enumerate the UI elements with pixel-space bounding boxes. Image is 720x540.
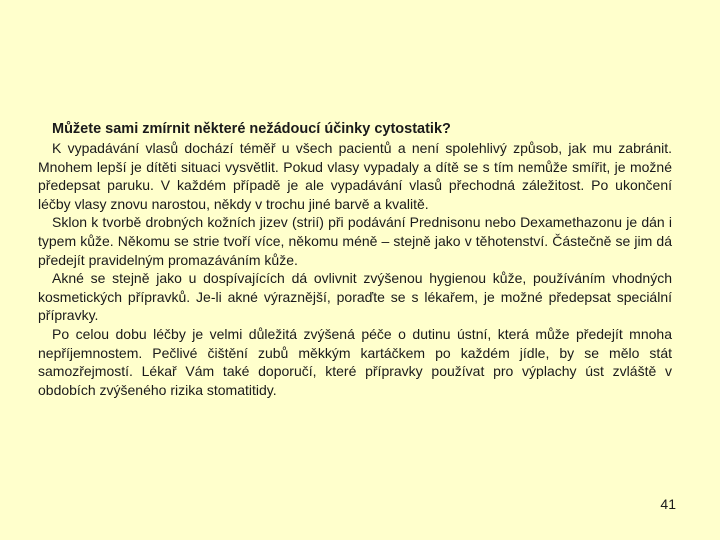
paragraph-striae: Sklon k tvorbě drobných kožních jizev (strií) při podávání Prednisonu nebo Dexamethazonu je dán i typem kůže. Někomu se strie tvoří více, někomu méně – stejně jako v těhotenství. Částečně se jim dá předejít pravidelným promazáváním kůže.: [38, 214, 672, 268]
paragraph-oral-care: Po celou dobu léčby je velmi důležitá zvýšená péče o dutinu ústní, která může předejít mnoha nepříjemnostem. Pečlivé čištění zubů měkkým kartáčkem po každém jídle, by se mělo stát samozřejmostí. Lékař Vám také doporučí, které přípravky používat pro výplachy úst zvláště v obdobích zvýšeného rizika stomatitidy.: [38, 325, 672, 398]
text-body: [38, 120, 672, 399]
section-heading: Můžete sami zmírnit některé nežádoucí účinky cytostatik?: [52, 121, 451, 137]
paragraph-acne: Akné se stejně jako u dospívajících dá ovlivnit zvýšenou hygienou kůže, používáním vhodných kosmetických přípravků. Je-li akné výraznější, poraďte se s lékařem, je možné předepsat speciální přípravky.: [38, 270, 672, 324]
paragraph-hair-loss: K vypadávání vlasů dochází téměř u všech pacientů a není spolehlivý způsob, jak mu zabránit. Mnohem lepší je dítěti situaci vysvětlit. Pokud vlasy vypadaly a dítě se s tím nemůže smířit, je možné předepsat paruku. V každém případě je ale vypadávání vlasů přechodná záležitost. Po ukončení léčby vlasy znovu narostou, někdy v trochu jiné barvě a kvalitě.: [38, 140, 672, 212]
page-number: 41: [660, 496, 676, 512]
